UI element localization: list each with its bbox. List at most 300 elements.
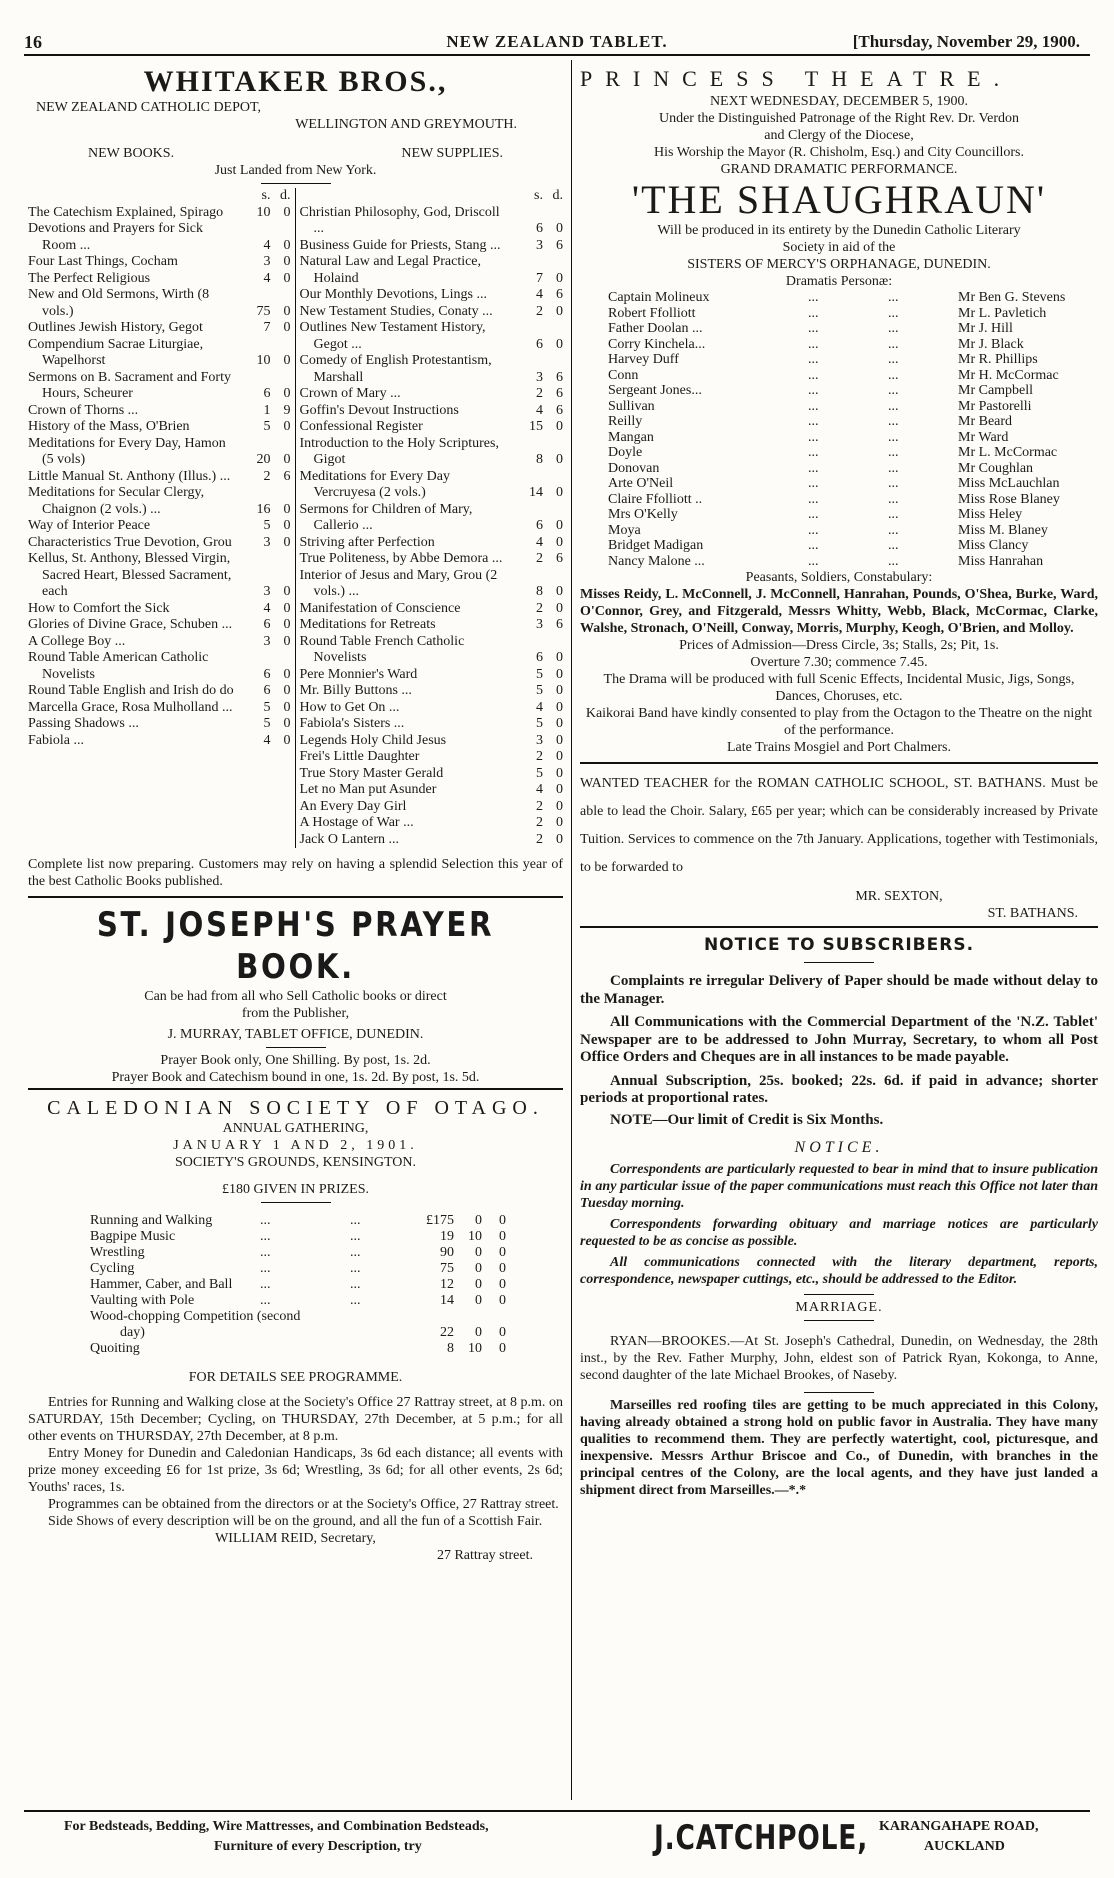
column-divider [571,60,572,1800]
book-price-pence: 0 [283,633,291,649]
footer-addr1: KARANGAHAPE ROAD, [879,1819,1039,1834]
page-header [24,30,1090,56]
cast-actor: Mr Pastorelli [958,398,1032,414]
admission-prices: Prices of Admission—Dress Circle, 3s; Stalls, 2s; Pit, 1s. [679,638,999,653]
whitaker-footnote: Complete list now preparing. Customers may rely on having a splendid Selection this year of the best Catholic Books published. [28,857,563,889]
book-row [28,436,291,469]
cast-actor: Mr Coughlan [958,460,1034,476]
book-row [300,551,564,568]
caledonian-para1: Entries for Running and Walking close at the Society's Office 27 Rattray street, at 8 p.m. on SATURDAY, 15th December; Cycling, on THURSDAY, 27th December, at 5 p.m.; for all other events on THURSDAY, 27th December, at 8 p.m. [28,1395,563,1444]
cast-dots: ... [808,290,819,305]
cast-list [608,290,1098,569]
prize-list [90,1213,563,1309]
cast-actor: Mr J. Hill [958,321,1013,336]
book-title: True Story Master Gerald [299,765,444,781]
cast-actor: Mr Beard [958,414,1013,429]
book-row [28,683,291,700]
footer-line2: Furniture of every Description, try [214,1839,422,1854]
book-row [300,683,564,700]
cast-role: Harvey Duff [608,352,679,367]
book-price-shillings: 5 [263,716,271,731]
prizes-heading: £180 GIVEN IN PRIZES. [222,1182,369,1197]
book-title: Meditations for Retreats [299,617,436,632]
book-title: Devotions and Prayers for Sick Room ... [28,221,203,253]
book-price-shillings: 8 [536,584,543,599]
book-title: Four Last Things, Cocham [28,254,178,269]
cast-actor: Miss McLauchlan [958,476,1060,491]
book-price-pence: 6 [556,617,563,632]
book-title: Jack O Lantern ... [299,831,400,847]
prize-dots: ... [260,1245,271,1260]
book-row [28,535,291,552]
book-price-pence: 0 [556,303,563,319]
book-row [300,403,564,420]
shillings-header: s. [261,188,271,203]
book-row [300,436,564,469]
whitaker-advert [28,65,563,890]
cast-dots: ... [808,414,819,429]
book-price-shillings: 6 [536,650,543,665]
cast-row [608,430,1098,446]
band-note: Kaikorai Band have kindly consented to play from the Octagon to the Theatre on the night of the performance. [585,706,1093,738]
book-price-shillings: 6 [263,683,271,698]
book-price-shillings: 7 [263,320,271,335]
play-title: 'THE SHAUGHRAUN' [631,177,1047,222]
book-row [28,205,291,222]
book-price-shillings: 75 [256,303,271,319]
prayer-book-title: ST. JOSEPH'S PRAYER BOOK. [96,905,495,987]
book-row [300,634,564,667]
book-price-shillings: 4 [536,402,543,418]
subscribers-notice [580,934,1098,1129]
book-price-pence: 0 [556,765,563,781]
book-price-pence: 0 [283,518,291,533]
footer-line1: For Bedsteads, Bedding, Wire Mattresses, and Combination Bedsteads, [64,1819,489,1834]
book-price-pence: 0 [556,782,563,797]
marriage-notice [580,1299,1098,1384]
cast-actor: Miss Clancy [958,538,1029,553]
princess-line5: GRAND DRAMATIC PERFORMANCE. [720,162,958,177]
book-price-pence: 6 [556,369,563,385]
book-price-shillings: 6 [536,336,543,352]
book-title: Frei's Little Daughter [299,749,420,764]
cast-row [608,538,1098,554]
book-price-shillings: 6 [263,666,271,682]
cast-row [608,321,1098,337]
cast-role: Mrs O'Kelly [608,507,678,522]
book-price-shillings: 4 [263,600,271,616]
cast-role: Sullivan [608,398,655,414]
cast-actor: Miss M. Blaney [958,522,1048,538]
book-title: Mr. Billy Buttons ... [299,683,412,698]
book-title: Round Table French Catholic Novelists [299,633,465,665]
book-title: Passing Shadows ... [28,716,139,731]
cast-dots: ... [808,398,819,414]
book-row [28,634,291,651]
book-row [300,320,564,353]
book-price-shillings: 2 [536,831,543,847]
caledonian-sub2: JANUARY 1 AND 2, 1901. [173,1138,418,1153]
book-row [300,304,564,321]
caledonian-title: CALEDONIAN SOCIETY OF OTAGO. [47,1097,544,1119]
book-row [28,518,291,535]
prize-event: Cycling [90,1261,135,1276]
cast-role: Conn [608,367,639,383]
prize-event: Vaulting with Pole [90,1293,195,1308]
prize-dots: ... [350,1277,361,1292]
book-price-pence: 0 [556,683,563,698]
book-title: An Every Day Girl [299,798,407,814]
book-price-pence: 0 [556,798,563,814]
book-title: Little Manual St. Anthony (Illus.) ... [28,468,231,484]
book-title: The Perfect Religious [28,270,151,286]
section-divider [28,1088,563,1090]
prize-pence: 0 [499,1245,506,1260]
prize-event: Running and Walking [90,1213,213,1228]
cast-dots: ... [888,553,899,569]
wanted-sig1: MR. SEXTON, [855,889,943,904]
prize-dots: ... [260,1229,271,1244]
book-price-pence: 6 [556,287,563,302]
cast-dots: ... [888,336,899,352]
book-row [28,287,291,320]
notice-title: NOTICE. [794,1139,884,1156]
caledonian-sub1: ANNUAL GATHERING, [222,1121,369,1136]
cast-dots: ... [888,460,899,476]
notice-p1: Correspondents are particularly requested to bear in mind that to insure publication in any particular issue of the paper communications must reach this Office not later than Tuesday morning. [580,1162,1098,1211]
book-price-pence: 0 [556,485,563,500]
prize-pence: 0 [499,1341,506,1356]
cast-dots: ... [808,445,819,460]
prize-event: day) [120,1325,145,1340]
divider [261,1202,331,1203]
prize-pence: 0 [499,1277,506,1292]
book-price-pence: 0 [556,699,563,715]
book-price-pence: 0 [556,419,563,434]
book-price-pence: 9 [283,402,291,418]
princess-line9: Dramatis Personæ: [785,274,893,289]
book-price-shillings: 5 [536,666,543,682]
caledonian-sub3: SOCIETY'S GROUNDS, KENSINGTON. [174,1155,417,1170]
book-row [300,287,564,304]
book-price-pence: 0 [283,204,291,220]
prize-dots: ... [260,1261,271,1276]
book-row [28,700,291,717]
book-price-pence: 0 [283,716,291,731]
book-price-pence: 0 [556,534,563,550]
prize-dots: ... [260,1213,271,1228]
prize-row [90,1293,563,1309]
prize-row [90,1261,563,1277]
book-price-shillings: 2 [263,468,271,484]
cast-row [608,306,1098,322]
prize-dots: ... [350,1261,361,1276]
cast-row [608,445,1098,461]
cast-row [608,492,1098,508]
book-title: A Hostage of War ... [299,815,414,830]
book-title: A College Boy ... [28,633,126,649]
currency-header [28,188,291,205]
cast-dots: ... [888,538,899,553]
book-row [300,568,564,601]
book-price-pence: 0 [283,419,291,434]
book-row [28,337,291,370]
book-title: Marcella Grace, Rosa Mulholland ... [28,699,233,715]
book-row [300,700,564,717]
cast-dots: ... [888,321,899,336]
currency-header [300,188,564,205]
prize-row [90,1277,563,1293]
prize-dots: ... [260,1277,271,1292]
book-title: Meditations for Every Day, Hamon (5 vols) [28,435,226,467]
book-price-pence: 6 [556,402,563,418]
princess-title: PRINCESS THEATRE. [580,66,1013,91]
book-row [300,601,564,618]
book-row [28,370,291,403]
book-price-pence: 0 [283,303,291,319]
book-price-pence: 0 [283,683,291,698]
prize-event: Quoiting [90,1341,140,1356]
notice-p3: All communications connected with the literary department, reports, correspondence, newspaper cuttings, etc., should be addressed to the Editor. [580,1255,1098,1287]
book-row [300,733,564,750]
book-price-pence: 6 [556,551,563,566]
marseilles-text: Marseilles red roofing tiles are getting to be much appreciated in this Colony, having already obtained a strong hold on public favor in Australia. They have many qualities to recommend them. They are perfectly watertight, cool, picturesque, and inexpensive. Messrs Arthur Briscoe and Co., of Dunedin, with branches in the principal centres of the Colony, are the local agents, and they have just landed a shipment direct from Marseilles.—*.* [580,1398,1098,1498]
cast-actor: Mr Campbell [958,383,1034,398]
book-price-pence: 0 [556,716,563,731]
book-row [28,419,291,436]
book-row [28,650,291,683]
princess-line7: Society in aid of the [782,240,896,255]
book-price-pence: 0 [556,600,563,616]
prize-pounds: 75 [440,1261,454,1276]
book-price-shillings: 3 [263,254,271,269]
book-title: Round Table American Catholic Novelists [28,650,209,682]
cast-dots: ... [888,507,899,522]
whitaker-subheads [28,145,563,162]
cast-dots: ... [888,367,899,383]
divider [266,1047,326,1048]
cast-dots: ... [808,522,819,538]
book-title: Natural Law and Legal Practice, Holaind [299,254,482,286]
book-title: Introduction to the Holy Scriptures, Gigot [299,435,499,467]
prize-dots: ... [350,1293,361,1308]
cast-role: Captain Molineux [608,290,710,305]
cast-dots: ... [888,305,899,321]
cast-dots: ... [808,538,819,553]
book-title: Fabiola ... [28,732,84,748]
book-price-pence: 0 [556,336,563,352]
cast-row [608,476,1098,492]
prize-dots: ... [350,1245,361,1260]
cast-row [608,290,1098,306]
new-supplies-label: NEW SUPPLIES. [401,146,503,161]
cast-dots: ... [888,352,899,367]
whitaker-sub1: NEW ZEALAND CATHOLIC DEPOT, [36,100,262,115]
right-column [580,65,1098,1499]
prize-row-wood-day [90,1325,563,1341]
prayer-price2: Prayer Book and Catechism bound in one, 1s. 2d. By post, 1s. 5d. [111,1070,480,1085]
subscribers-title: NOTICE TO SUBSCRIBERS. [703,935,975,955]
book-price-shillings: 3 [536,237,543,253]
book-price-pence: 0 [556,749,563,764]
cast-role: Moya [608,522,641,538]
book-title: Characteristics True Devotion, Grou [28,534,232,550]
footer-name: J.CATCHPOLE, [654,1818,869,1858]
book-price-pence: 0 [556,270,563,286]
wanted-advert [580,770,1098,922]
book-title: How to Comfort the Sick [28,600,170,616]
book-price-shillings: 4 [263,270,271,286]
divider [261,183,331,184]
prize-pounds: 12 [440,1277,454,1292]
book-title: Pere Monnier's Ward [299,666,418,682]
book-row [28,601,291,618]
book-price-shillings: 7 [536,270,543,286]
book-title: Confessional Register [299,419,423,434]
book-row [300,254,564,287]
cast-role: Robert Ffolliott [608,305,696,321]
cast-actor: Mr H. McCormac [958,367,1059,383]
prize-dots: ... [350,1213,361,1228]
newspaper-title: NEW ZEALAND TABLET. [446,32,668,51]
book-price-shillings: 16 [256,501,271,517]
book-price-pence: 0 [283,617,291,632]
marriage-title: MARRIAGE. [795,1300,883,1315]
cast-row [608,383,1098,399]
book-price-shillings: 4 [536,287,543,302]
book-title: Comedy of English Protestantism, Marshall [299,353,492,385]
book-row [28,551,291,601]
book-price-pence: 0 [283,699,291,715]
prize-shillings: 0 [475,1213,482,1228]
book-price-pence: 0 [556,815,563,830]
book-title: Legends Holy Child Jesus [299,732,447,748]
prize-shillings: 0 [475,1325,482,1340]
book-title: Sermons for Children of Mary, Callerio ... [299,501,473,533]
book-price-pence: 0 [283,534,291,550]
cast-dots: ... [888,476,899,491]
book-price-shillings: 5 [263,419,271,434]
cast-actor: Miss Rose Blaney [958,491,1060,507]
book-title: Round Table English and Irish do do [28,683,234,698]
book-price-shillings: 5 [263,699,271,715]
book-price-pence: 0 [283,386,291,401]
book-price-shillings: 2 [536,386,543,401]
book-title: The Catechism Explained, Spirago [28,204,224,220]
book-row [300,386,564,403]
cast-role: Bridget Madigan [608,538,704,553]
princess-line1: NEXT WEDNESDAY, DECEMBER 5, 1900. [709,94,969,109]
book-price-pence: 0 [556,584,563,599]
drama-note: The Drama will be produced with full Scenic Effects, Incidental Music, Jigs, Songs, Dances, Choruses, etc. [603,672,1075,704]
cast-role: Reilly [608,414,643,429]
book-row [28,271,291,288]
book-row [28,254,291,271]
book-title: Way of Interior Peace [28,518,151,533]
caledonian-para4: Side Shows of every description will be on the ground, and all the fun of a Scottish Fair. [48,1514,543,1529]
book-price-shillings: 5 [536,716,543,731]
overture-time: Overture 7.30; commence 7.45. [750,655,928,670]
caledonian-para3: Programmes can be obtained from the directors or at the Society's Office, 27 Rattray street. [48,1497,559,1512]
book-price-shillings: 15 [529,419,543,434]
prize-pence: 0 [499,1213,506,1228]
caledonian-para2: Entry Money for Dunedin and Caledonian Handicaps, 3s 6d each distance; all events with prize money exceeding £6 for 1st prize, 3s 6d; Wrestling, 3s 6d; for all other events, 2s 6d; Youths' races, 1s. [28,1446,563,1495]
prize-shillings: 0 [475,1277,482,1292]
book-row [300,353,564,386]
cast-dots: ... [808,507,819,522]
divider [804,1294,874,1295]
book-price-pence: 0 [283,501,291,517]
cast-dots: ... [808,383,819,398]
book-title: Sermons on B. Sacrament and Forty Hours, Scheurer [28,369,231,401]
cast-dots: ... [888,491,899,507]
marriage-text: RYAN—BROOKES.—At St. Joseph's Cathedral, Dunedin, on Wednesday, the 28th inst., by the Rev. Father Murphy, John, eldest son of Patrick Ryan, Kokonga, to Anne, second daughter of the late Michael Brookes, of Naseby. [580,1334,1098,1383]
book-price-pence: 0 [283,600,291,616]
princess-line8: SISTERS OF MERCY'S ORPHANAGE, DUNEDIN. [687,257,991,272]
book-title: Business Guide for Priests, Stang ... [299,237,501,253]
prize-row-wood [90,1309,563,1325]
section-divider [28,896,563,898]
cast-dots: ... [888,383,899,398]
book-price-shillings: 3 [263,633,271,649]
subscribers-p4: NOTE—Our limit of Credit is Six Months. [610,1111,884,1128]
prize-pence: 0 [499,1293,506,1308]
book-price-pence: 0 [283,666,291,682]
book-row [28,733,291,750]
book-title: Fabiola's Sisters ... [299,716,405,731]
cast-dots: ... [808,460,819,476]
book-row [28,403,291,420]
cast-role: Arte O'Neil [608,476,674,491]
book-title: Interior of Jesus and Mary, Grou (2 vols.) ... [299,567,498,599]
book-title: Glories of Divine Grace, Schuben ... [28,617,233,632]
cast-dots: ... [808,352,819,367]
subscribers-p3: Annual Subscription, 25s. booked; 22s. 6d. if paid in advance; shorter periods at proportional rates. [580,1072,1098,1106]
caledonian-advert [28,1096,563,1564]
left-column [28,65,563,1564]
book-price-shillings: 5 [263,518,271,533]
book-title: New and Old Sermons, Wirth (8 vols.) [28,287,210,319]
prize-row-quoiting [90,1341,563,1357]
book-title: Compendium Sacrae Liturgiae, Wapelhorst [28,336,204,368]
book-row [300,815,564,832]
cast-dots: ... [888,290,899,305]
prize-pounds: 8 [447,1341,454,1356]
prize-shillings: 0 [475,1261,482,1276]
caledonian-sig2: 27 Rattray street. [436,1548,533,1563]
book-price-shillings: 6 [263,617,271,632]
book-price-pence: 6 [556,386,563,401]
book-list [28,188,563,848]
book-row [300,419,564,436]
cast-dots: ... [888,522,899,538]
book-title: Goffin's Devout Instructions [299,402,459,418]
divider [804,1320,874,1321]
book-title: Outlines Jewish History, Gegot [28,320,203,335]
prayer-line2: from the Publisher, [241,1006,350,1021]
cast-actor: Mr L. McCormac [958,445,1058,460]
book-row [300,469,564,502]
book-price-shillings: 2 [536,600,543,616]
book-price-pence: 6 [283,468,291,484]
book-row [300,749,564,766]
book-list-left [28,188,296,848]
shillings-header: s. [534,188,543,203]
prayer-price1: Prayer Book only, One Shilling. By post, 1s. 2d. [160,1053,431,1068]
prize-row [90,1213,563,1229]
prize-shillings: 10 [468,1341,482,1356]
book-price-shillings: 4 [536,699,543,715]
